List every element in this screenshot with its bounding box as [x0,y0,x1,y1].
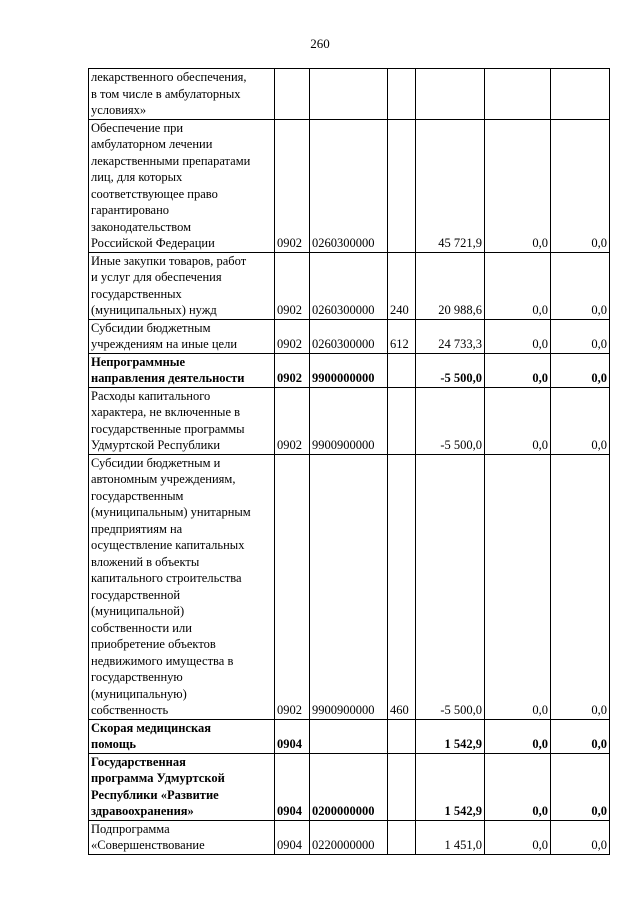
amount-cell [416,69,485,120]
target-article-cell: 9900000000 [310,353,388,387]
table-row [89,69,610,120]
description-line: Иные закупки товаров, работ [91,253,247,268]
plan-year-1-cell: 0,0 [485,252,551,319]
plan-year-2-cell: 0,0 [551,119,610,252]
description-line: условиях» [91,103,147,117]
expense-type-cell [388,119,416,252]
plan-year-1-cell: 0,0 [485,820,551,854]
description-line: Обеспечение при [91,120,184,135]
plan-year-2-cell: 0,0 [551,753,610,820]
description-cell [89,119,275,252]
description-line: Подпрограмма [91,821,170,836]
amount-cell: 1 542,9 [416,719,485,753]
description-line: Республики «Развитие [91,787,219,802]
expense-type-cell [388,69,416,120]
expense-type-cell: 612 [388,319,416,353]
plan-year-2-cell: 0,0 [551,820,610,854]
plan-year-1-cell: 0,0 [485,753,551,820]
target-article-cell [310,719,388,753]
amount-cell: -5 500,0 [416,387,485,454]
section-code-cell: 0902 [275,252,310,319]
section-code-cell [275,69,310,120]
description-cell [89,69,275,120]
description-line: гарантировано [91,203,170,217]
table-row [89,753,610,820]
description-line: законодательством [91,219,192,234]
description-line: Субсидии бюджетным и [91,455,221,470]
budget-table [88,68,610,855]
description-line: осуществление капитальных [91,538,245,552]
section-code-cell: 0902 [275,319,310,353]
description-line: Непрограммные [91,354,186,369]
expense-type-cell: 240 [388,252,416,319]
description-cell [89,820,275,854]
plan-year-2-cell: 0,0 [551,319,610,353]
target-article-cell [310,69,388,120]
plan-year-1-cell: 0,0 [485,353,551,387]
amount-cell: 1 542,9 [416,753,485,820]
description-line: соответствующее право [91,186,218,201]
description-line: собственности или [91,620,192,635]
description-cell [89,454,275,719]
target-article-cell: 0260300000 [310,252,388,319]
target-article-cell: 0200000000 [310,753,388,820]
description-line: недвижимого имущества в [91,653,234,668]
budget-table-body [89,69,610,855]
description-line: государственную [91,670,183,684]
plan-year-1-cell: 0,0 [485,387,551,454]
description-line: Субсидии бюджетным [91,320,211,335]
plan-year-1-cell: 0,0 [485,119,551,252]
amount-cell: 1 451,0 [416,820,485,854]
description-line: приобретение объектов [91,637,216,651]
description-line: характера, не включенные в [91,405,241,419]
description-line: Государственная [91,754,186,769]
description-line: амбулаторном лечении [91,137,213,151]
table-row [89,820,610,854]
description-line: лекарственного обеспечения, [91,70,247,84]
table-row [89,454,610,719]
description-line: лиц, для которых [91,170,183,184]
plan-year-2-cell: 0,0 [551,719,610,753]
table-row [89,252,610,319]
section-code-cell: 0904 [275,753,310,820]
plan-year-2-cell: 0,0 [551,252,610,319]
description-line: Расходы капитального [91,388,211,403]
description-line: (муниципальным) унитарным [91,505,251,519]
description-cell [89,319,275,353]
description-line: Российской Федерации [91,236,215,250]
amount-cell: 24 733,3 [416,319,485,353]
description-line: в том числе в амбулаторных [91,86,241,101]
description-line: направления деятельности [91,371,245,385]
table-row [89,319,610,353]
description-line: государственным [91,488,184,503]
description-line: вложений в объекты [91,554,200,569]
amount-cell: -5 500,0 [416,454,485,719]
description-line: государственных [91,286,182,301]
description-line: капитального строительства [91,571,242,585]
plan-year-2-cell [551,69,610,120]
section-code-cell: 0902 [275,387,310,454]
description-line: «Совершенствование [91,838,205,852]
amount-cell: -5 500,0 [416,353,485,387]
plan-year-2-cell: 0,0 [551,353,610,387]
description-line: лекарственными препаратами [91,153,251,168]
target-article-cell: 0220000000 [310,820,388,854]
table-row [89,119,610,252]
target-article-cell: 0260300000 [310,119,388,252]
description-line: здравоохранения» [91,804,194,818]
description-line: автономным учреждениям, [91,472,236,486]
expense-type-cell [388,387,416,454]
target-article-cell: 9900900000 [310,454,388,719]
description-line: учреждениям на иные цели [91,337,238,351]
table-row [89,353,610,387]
description-line: и услуг для обеспечения [91,270,222,284]
plan-year-2-cell: 0,0 [551,387,610,454]
expense-type-cell [388,719,416,753]
expense-type-cell [388,353,416,387]
plan-year-1-cell: 0,0 [485,719,551,753]
description-line: (муниципальную) [91,686,187,701]
page-number: 260 [310,36,330,51]
target-article-cell: 0260300000 [310,319,388,353]
description-line: государственной [91,587,181,602]
section-code-cell: 0902 [275,353,310,387]
description-line: государственные программы [91,421,245,436]
expense-type-cell [388,820,416,854]
description-line: собственность [91,703,169,717]
description-cell [89,753,275,820]
expense-type-cell [388,753,416,820]
description-line: программа Удмуртской [91,771,225,785]
table-row [89,719,610,753]
section-code-cell: 0902 [275,119,310,252]
description-line: (муниципальных) нужд [91,303,217,317]
target-article-cell: 9900900000 [310,387,388,454]
section-code-cell: 0904 [275,719,310,753]
plan-year-2-cell: 0,0 [551,454,610,719]
expense-type-cell: 460 [388,454,416,719]
amount-cell: 20 988,6 [416,252,485,319]
description-cell [89,387,275,454]
table-row [89,387,610,454]
description-cell [89,252,275,319]
amount-cell: 45 721,9 [416,119,485,252]
description-line: Скорая медицинская [91,720,212,735]
plan-year-1-cell: 0,0 [485,454,551,719]
plan-year-1-cell [485,69,551,120]
description-line: помощь [91,737,136,751]
description-line: (муниципальной) [91,604,185,618]
section-code-cell: 0904 [275,820,310,854]
description-cell [89,719,275,753]
description-line: предприятиям на [91,521,183,536]
plan-year-1-cell: 0,0 [485,319,551,353]
description-line: Удмуртской Республики [91,438,221,452]
description-cell [89,353,275,387]
section-code-cell: 0902 [275,454,310,719]
